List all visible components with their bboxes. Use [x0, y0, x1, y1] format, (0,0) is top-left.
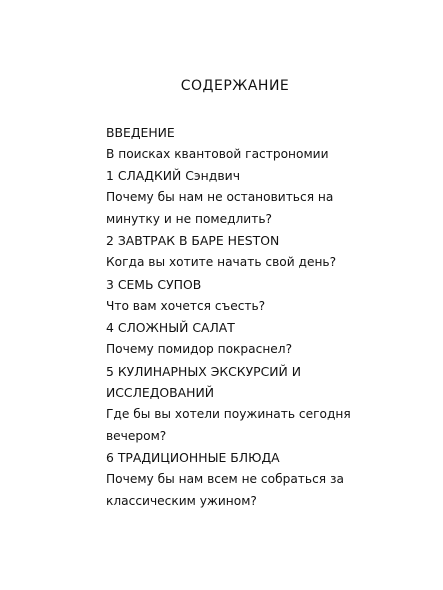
toc-chapter-2-title: 2 ЗАВТРАК В БАРЕ HESTON — [106, 233, 280, 249]
toc-chapter-4-title: 4 СЛОЖНЫЙ САЛАТ — [106, 320, 235, 336]
toc-chapter-3-subtitle: Что вам хочется съесть? — [106, 298, 266, 313]
toc-chapter-5-title-line-2: ИССЛЕДОВАНИЙ — [106, 385, 214, 401]
toc-chapter-4-subtitle: Почему помидор покраснел? — [106, 341, 293, 356]
toc-chapter-6-subtitle-line-2: классическим ужином? — [106, 493, 257, 508]
toc-chapter-2-subtitle: Когда вы хотите начать свой день? — [106, 255, 337, 270]
toc-chapter-1-subtitle-line-2: минутку и не помедлить? — [106, 211, 272, 226]
toc-chapter-6-subtitle-line-1: Почему бы нам всем не собраться за — [106, 472, 344, 486]
page-title: СОДЕРЖАНИЕ — [180, 78, 290, 94]
toc-chapter-3-title: 3 СЕМЬ СУПОВ — [106, 276, 202, 292]
toc-chapter-intro-subtitle: В поисках квантовой гастрономии — [106, 146, 329, 161]
table-of-contents — [106, 122, 436, 512]
toc-chapter-5-subtitle-line-2: вечером? — [106, 428, 167, 443]
toc-chapter-5-title-line-1: 5 КУЛИНАРНЫХ ЭКСКУРСИЙ И — [106, 363, 302, 379]
toc-chapter-5-subtitle-line-1: Где бы вы хотели поужинать сегодня — [106, 406, 351, 421]
toc-chapter-6-title: 6 ТРАДИЦИОННЫЕ БЛЮДА — [106, 450, 280, 466]
toc-chapter-intro-title: ВВЕДЕНИЕ — [106, 125, 175, 140]
toc-chapter-1-subtitle-line-1: Почему бы нам не остановиться на — [106, 190, 334, 205]
toc-chapter-1-title: 1 СЛАДКИЙ Сэндвич — [106, 168, 241, 184]
